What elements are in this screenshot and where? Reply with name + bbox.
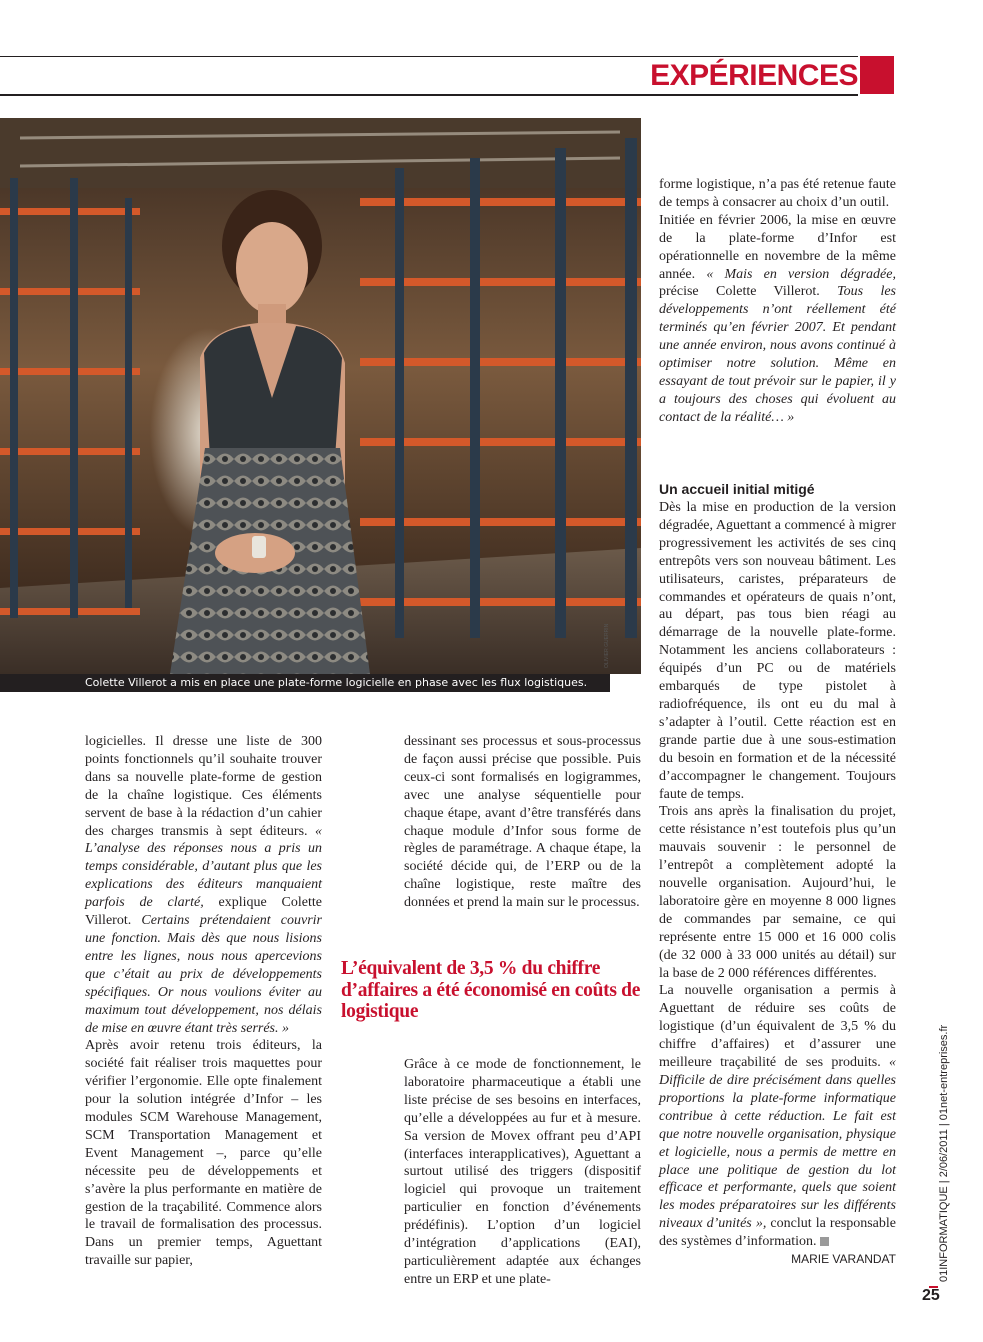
paragraph: Après avoir retenu trois éditeurs, la société fait réaliser trois maquettes pour vérifier l’ergonomie. Elle opte finalement pour la solution intégrée d’Infor – les modules SCM Warehouse Management, SCM Transportation Management et Event Management –, parce qu’elle nécessite peu de développements et s’avère la plus performante en matière de gestion de la traçabilité. Commence alors le travail de formalisation des processus. Dans un premier temps, Aguettant travaille sur papier, [85,1038,322,1269]
author-name: MARIE VARANDAT [791,1252,896,1267]
paragraph: forme logistique, n’a pas été retenue faute de temps à consacrer au choix d’un outil. [659,177,896,210]
text-run: explique Colette Villerot. [85,895,322,929]
text-run: La nouvelle organisation a permis à Aguettant de réduire ses coûts de logistique (d’un équivalent de 3,5 % du chiffre d’affaires) et d’assurer une meilleure traçabilité de ses produits. [659,983,896,1071]
article-photo [0,118,641,674]
article-column-3 [659,176,896,427]
article-column-2 [404,733,641,912]
page-number: 25 [922,1287,940,1304]
article-column-2-continued [404,1056,641,1289]
paragraph [659,982,897,1267]
section-title: EXPÉRIENCES [650,59,858,92]
article-headline: L’équivalent de 3,5 % du chiffre d’affaires a été économisé en coûts de logistique [341,958,641,1022]
paragraph: Trois ans après la finalisation du projet, cette résistance n’est toutefois plus qu’un mauvais souvenir : le personnel de l’entrepôt a complètement adopté la nouvelle organisation. Aujourd’hui, le laboratoire gère en moyenne 8 000 lignes de commandes par semaine, ce qui représente entre 15 000 et 16 000 colis (de 32 000 à 33 000 unités au détail) sur la base de 2 000 références différentes. [659,804,896,981]
quote-text: « Difficile de dire précisément dans quelles proportions la plate-forme informatique contribue à cette réduction. Le fait est que notre nouvelle organisation, physique et logicielle, nous a permis de mettre en place une politique de gestion du lot efficace et performante, quels que soient les modes préparatoires sur les différents niveaux d’unités », [659,1055,896,1232]
paragraph: dessinant ses processus et sous-processus de façon aussi précise que possible. Puis ceux-ci sont formalisés en logigrammes, avec une analyse séquentielle pour chaque étape, avant d’être transférés dans chaque module d’Infor sous forme de règles de paramétrage. A chaque étape, la société décide qui, de l’ERP ou de la chaîne logistique, reste maître des données et prend la main sur le processus. [404,734,641,911]
text-run: précise Colette Villerot. [659,284,838,300]
quote-text: Certains prétendaient couvrir une fonction. Mais dès que nous lisions entre les lignes, nous nous apercevions que c’était au prix de développements spécifiques. Or nous voulions éviter au maximum tout développement, nos délais de mise en œuvre étant très serrés. » [85,913,322,1036]
photo-credit: OLIVIER GUERRIN [604,623,610,668]
end-mark-icon [820,1237,829,1246]
paragraph: Grâce à ce mode de fonctionnement, le laboratoire pharmaceutique a établi une liste précise de ses besoins en interfaces, qu’elle a développées au fur et à mesure. Sa version de Movex offrant peu d’API (interfaces interapplicatives), Aguettant a surtout utilisé des triggers (dispositif logiciel qui provoque un traitement particulier en fonction d’événements prédéfinis). L’option d’un logiciel d’intégration d’applications (EAI), particulièrement adaptée aux échanges entre un ERP et une plate- [404,1057,641,1287]
quote-text: Tous les développements n’ont réellement été terminés qu’en février 2007. Et pendant une année environ, nous avons continué à optimiser notre solution. Même en essayant de tout prévoir sur le papier, il y a toujours des choses qui évoluent au contact de la réalité… » [659,284,896,425]
subheading: Un accueil initial mitigé [659,481,815,497]
text-run: conclut la responsable des systèmes d’information. [659,1216,897,1250]
photo-caption: Colette Villerot a mis en place une plate-forme logicielle en phase avec les flux logistiques. [0,674,610,692]
paragraph [85,733,322,1037]
text-run: Initiée en février 2006, la mise en œuvre de la plate-forme d’Infor est opérationnelle en novembre de la même année. [659,212,896,282]
article-column-1 [85,733,322,1270]
quote-text: « Mais en version dégradée, [706,266,896,282]
text-run: logicielles. Il dresse une liste de 300 points fonctionnels qu’il souhaite trouver dans sa nouvelle plate-forme de gestion de la chaîne logistique. Ces éléments servent de base à la rédaction d’un cahier des charges transmis à sept éditeurs. [85,734,322,839]
article-column-3-continued [659,499,896,1269]
quote-text: « L’analyse des réponses nous a pris un temps considérable, d’autant plus que les explications des éditeurs manquaient parfois de clarté, [85,823,322,911]
paragraph: Dès la mise en production de la version dégradée, Aguettant a commencé à migrer progressivement les activités de ses cinq entrepôts vers son nouveau bâtiment. Les utilisateurs, caristes, préparateurs de commandes et opérateurs de quais n’ont, au départ, pas tous bien réagi au démarrage de la nouvelle plate-forme. Notamment les anciens collaborateurs : équipés d’un PC ou de matériels embarqués de type pistolet à radiofréquence, ils ont eu du mal à s’adapter à l’outil. Cette réaction est en grande partie due à une sous-estimation du besoin en formation et de la nécessité d’accompagner le changement. Toujours faute de temps. [659,500,896,802]
section-tab-marker [860,56,894,94]
paragraph [659,212,896,427]
publication-reference: 01INFORMATIQUE | 2/06/2011 | 01net-entreprises.fr [938,1024,950,1282]
